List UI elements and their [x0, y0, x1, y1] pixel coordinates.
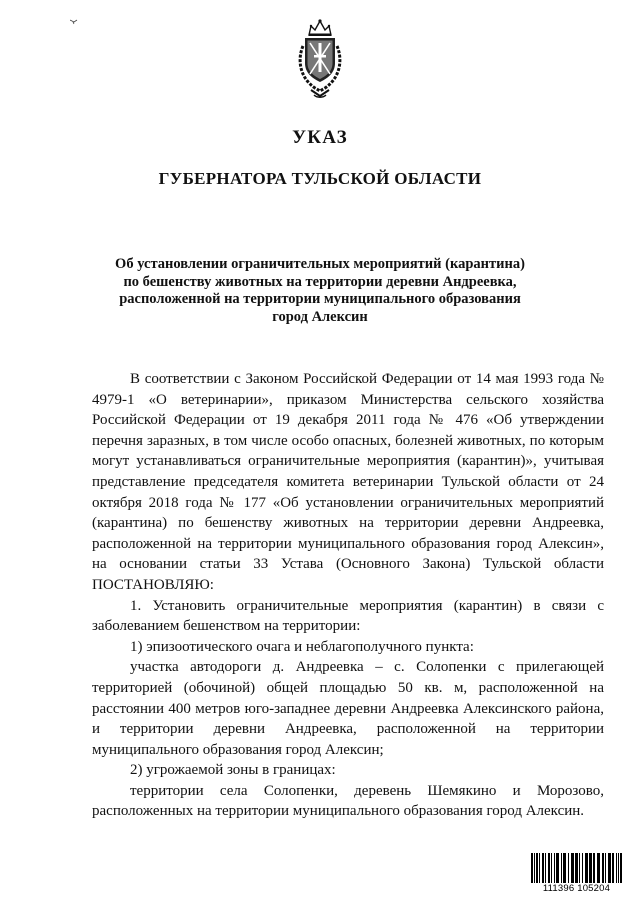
subject-line: по бешенству животных на территории деревни Андреевка,	[123, 273, 517, 290]
document-subtitle: ГУБЕРНАТОРА ТУЛЬСКОЙ ОБЛАСТИ	[158, 169, 482, 188]
barcode-bar	[539, 853, 540, 883]
barcode-bar	[571, 853, 574, 883]
barcode-number: 111396 105204	[542, 883, 611, 894]
barcode-bar	[545, 853, 546, 883]
barcode-bars	[531, 853, 622, 883]
barcode-bar	[612, 853, 614, 883]
barcode-bar	[605, 853, 606, 883]
document-title: УКАЗ	[292, 127, 348, 148]
barcode-bar	[551, 853, 552, 883]
barcode-bar	[536, 853, 538, 883]
barcode-bar	[561, 853, 562, 883]
barcode-bar	[602, 853, 604, 883]
barcode-bar	[597, 853, 600, 883]
barcode-bar	[579, 853, 580, 883]
barcode-bar	[534, 853, 535, 883]
barcode-bar	[542, 853, 544, 883]
barcode-bar	[556, 853, 559, 883]
barcode-bar	[608, 853, 611, 883]
barcode-bar	[575, 853, 577, 883]
item-1-paragraph: 1. Установить ограничительные мероприятия (карантин) в связи с заболеванием бешенством на территории:	[92, 597, 604, 635]
coat-of-arms-icon	[296, 18, 344, 100]
item-1-1-heading: 1) эпизоотического очага и неблагополучного пункта:	[130, 638, 474, 655]
barcode-bar	[548, 853, 550, 883]
subject-line: расположенной на территории муниципального образования	[119, 291, 521, 307]
barcode-bar	[568, 853, 569, 883]
barcode-bar	[593, 853, 595, 883]
barcode-bar	[582, 853, 583, 883]
barcode-bar	[563, 853, 566, 883]
barcode-bar	[554, 853, 555, 883]
barcode-bar	[618, 853, 619, 883]
barcode-bar	[531, 853, 533, 883]
document-subject	[96, 256, 544, 326]
barcode	[531, 853, 622, 897]
barcode-bar	[589, 853, 592, 883]
item-1-1-paragraph: участка автодороги д. Андреевка – с. Солопенки с прилегающей территорией (обочиной) общей площадью 50 кв. м, расположенной на расстоянии 400 метров юго-западнее деревни Андреевка Алексинского района, и территории деревни Андреевка, расположенной на территории муниципального образования город Алексин;	[92, 659, 604, 758]
document-body	[92, 369, 604, 822]
item-1-2-heading: 2) угрожаемой зоны в границах:	[130, 762, 336, 779]
item-1-2-paragraph: территории села Солопенки, деревень Шемякино и Морозово, расположенных на территории муниципального образования город Алексин.	[92, 782, 604, 820]
barcode-bar	[585, 853, 588, 883]
scan-mark	[70, 12, 78, 18]
barcode-bar	[620, 853, 622, 883]
preamble-paragraph: В соответствии с Законом Российской Федерации от 14 мая 1993 года № 4979-1 «О ветеринарии», приказом Министерства сельского хозяйства Российской Федерации от 19 декабря 2011 года № 476 «Об утверждении перечня заразных, в том числе особо опасных, болезней животных, по которым могут устанавливаться ограничительные мероприятия (карантин)», учитывая представление председателя комитета ветеринарии Тульской области от 24 октября 2018 года № 177 «Об установлении ограничительных мероприятий (карантина) по бешенству животных на территории деревни Андреевка, расположенной на территории муниципального образования город Алексин», на основании статьи 33 Устава (Основного Закона) Тульской области ПОСТАНОВЛЯЮ:	[92, 371, 604, 593]
barcode-bar	[616, 853, 617, 883]
subject-line: город Алексин	[272, 308, 368, 325]
subject-line: Об установлении ограничительных мероприятий (карантина)	[115, 256, 525, 272]
